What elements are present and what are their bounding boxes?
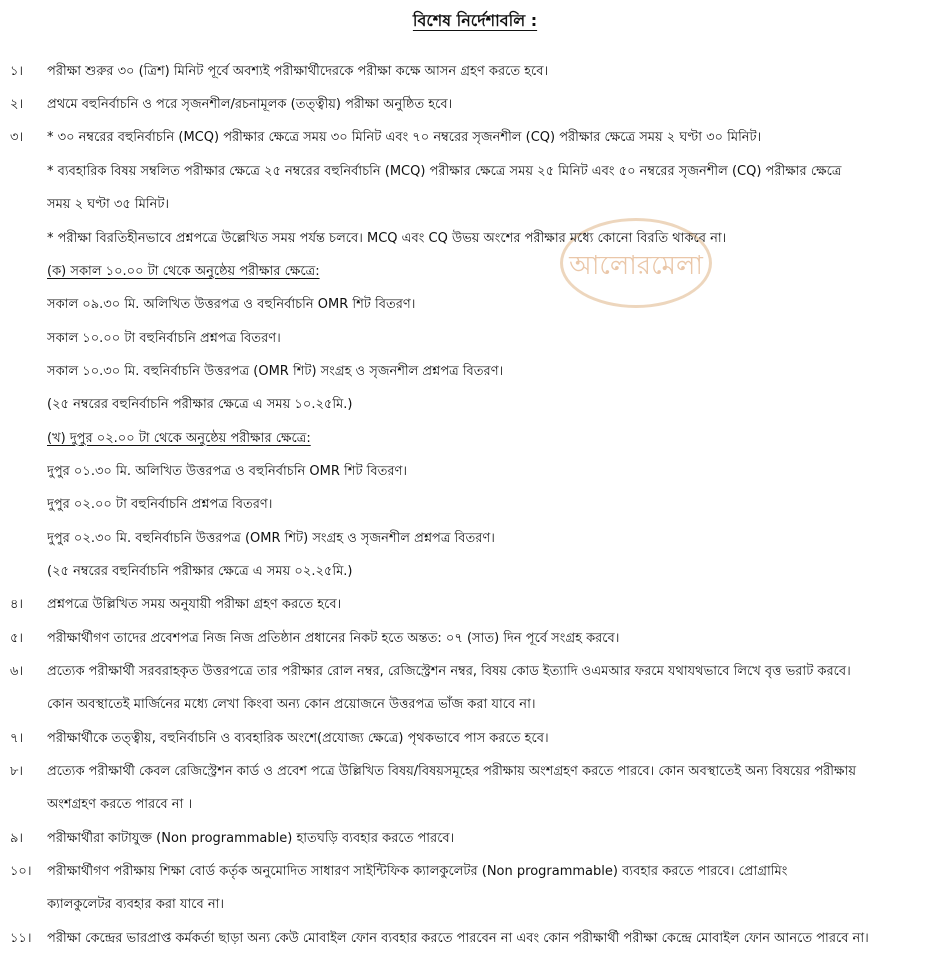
instruction-line (0, 624, 950, 654)
instruction-line (0, 490, 950, 520)
instruction-line (0, 857, 950, 887)
instruction-line (0, 123, 950, 153)
item-number: ৮। (10, 764, 24, 779)
watermark-text: আলোরমেলা (569, 251, 703, 281)
instruction-line (0, 524, 950, 554)
item-text: দুপুর ০১.৩০ মি. অলিখিত উত্তরপত্র ও বহুনির্বাচনি OMR শিট বিতরণ। (47, 464, 408, 479)
item-text: দুপুর ০২.০০ টা বহুনির্বাচনি প্রশ্নপত্র বিতরণ। (47, 497, 273, 512)
instruction-line (0, 457, 950, 487)
item-number: ৬। (10, 664, 24, 679)
item-text: পরীক্ষার্থীকে তত্ত্বীয়, বহুনির্বাচনি ও ব্যবহারিক অংশে(প্রযোজ্য ক্ষেত্রে) পৃথকভাবে পাস করতে হবে। (47, 731, 549, 746)
item-text: * ৩০ নম্বরের বহুনির্বাচনি (MCQ) পরীক্ষার ক্ষেত্রে সময় ৩০ মিনিট এবং ৭০ নম্বরের সৃজনশীল (CQ) পরীক্ষার ক্ষেত্রে সময় ২ ঘণ্টা ৩০ মিনিট। (47, 130, 762, 145)
instruction-line (0, 657, 950, 687)
instruction-line (0, 324, 950, 354)
instruction-line (0, 924, 950, 954)
item-text: পরীক্ষার্থীরা কাটাযুক্ত (Non programmable) হাতঘড়ি ব্যবহার করতে পারবে। (47, 831, 455, 846)
item-text: * পরীক্ষা বিরতিহীনভাবে প্রশ্নপত্রে উল্লেখিত সময় পর্যন্ত চলবে। MCQ এবং CQ উভয় অংশের পরীক্ষার মধ্যে কোনো বিরতি থাকবে না। (47, 231, 727, 246)
instruction-line (0, 390, 950, 420)
item-number: ৯। (10, 831, 24, 846)
item-number: ৭। (10, 731, 24, 746)
instruction-line (0, 357, 950, 387)
page-title: বিশেষ নির্দেশাবলি : (412, 11, 538, 30)
item-text: পরীক্ষা কেন্দ্রের ভারপ্রাপ্ত কর্মকর্তা ছাড়া অন্য কেউ মোবাইল ফোন ব্যবহার করতে পারবেন না এবং কোন পরীক্ষার্থী পরীক্ষা কেন্দ্রে মোবাইল ফোন আনতে পারবে না। (47, 931, 869, 946)
instruction-line (0, 824, 950, 854)
item-text: অংশগ্রহণ করতে পারবে না । (47, 797, 193, 812)
item-text: পরীক্ষার্থীগণ পরীক্ষায় শিক্ষা বোর্ড কর্তৃক অনুমোদিত সাধারণ সাইন্টিফিক ক্যালকুলেটর (Non programmable) ব্যবহার করতে পারবে। প্রোগ্রামিং (47, 864, 788, 879)
item-number: ১১। (10, 931, 32, 946)
instruction-line (0, 557, 950, 587)
instruction-line (0, 890, 950, 920)
instruction-line (0, 424, 950, 454)
item-text: প্রথমে বহুনির্বাচনি ও পরে সৃজনশীল/রচনামূলক (তত্ত্বীয়) পরীক্ষা অনুষ্ঠিত হবে। (47, 97, 453, 112)
item-text: ক্যালকুলেটর ব্যবহার করা যাবে না। (47, 897, 224, 912)
instruction-line (0, 590, 950, 620)
item-text: পরীক্ষা শুরুর ৩০ (ত্রিশ) মিনিট পূর্বে অবশ্যই পরীক্ষার্থীদেরকে পরীক্ষা কক্ষে আসন গ্রহণ করতে হবে। (47, 64, 549, 79)
section-heading-morning: (ক) সকাল ১০.০০ টা থেকে অনুষ্ঠেয় পরীক্ষার ক্ষেত্রে: (47, 264, 320, 279)
section-heading-afternoon: (খ) দুপুর ০২.০০ টা থেকে অনুষ্ঠেয় পরীক্ষার ক্ষেত্রে: (47, 431, 311, 446)
item-text: প্রত্যেক পরীক্ষার্থী সরবরাহকৃত উত্তরপত্রে তার পরীক্ষার রোল নম্বর, রেজিস্ট্রেশন নম্বর, বিষয় কোড ইত্যাদি ওএমআর ফরমে যথাযথভাবে লিখে বৃত্ত ভরাট করবে। (47, 664, 851, 679)
instruction-line (0, 157, 950, 187)
item-text: সময় ২ ঘণ্টা ৩৫ মিনিট। (47, 197, 170, 212)
item-text: সকাল ০৯.৩০ মি. অলিখিত উত্তরপত্র ও বহুনির্বাচনি OMR শিট বিতরণ। (47, 297, 416, 312)
instruction-line (0, 690, 950, 720)
instruction-line (0, 190, 950, 220)
item-number: ১০। (10, 864, 32, 879)
item-number: ২। (10, 97, 24, 112)
instruction-line (0, 90, 950, 120)
item-text: সকাল ১০.৩০ মি. বহুনির্বাচনি উত্তরপত্র (OMR শিট) সংগ্রহ ও সৃজনশীল প্রশ্নপত্র বিতরণ। (47, 364, 504, 379)
item-text: (২৫ নম্বরের বহুনির্বাচনি পরীক্ষার ক্ষেত্রে এ সময় ১০.২৫মি.) (47, 397, 353, 412)
item-text: দুপুর ০২.৩০ মি. বহুনির্বাচনি উত্তরপত্র (OMR শিট) সংগ্রহ ও সৃজনশীল প্রশ্নপত্র বিতরণ। (47, 531, 495, 546)
instruction-line (0, 757, 950, 787)
item-number: ১। (10, 64, 24, 79)
item-text: * ব্যবহারিক বিষয় সম্বলিত পরীক্ষার ক্ষেত্রে ২৫ নম্বরের বহুনির্বাচনি (MCQ) পরীক্ষার ক্ষেত্রে সময় ২৫ মিনিট এবং ৫০ নম্বরের সৃজনশীল (CQ) পরীক্ষার ক্ষেত্রে (47, 164, 842, 179)
item-number: ৪। (10, 597, 24, 612)
instruction-line (0, 790, 950, 820)
item-number: ৫। (10, 631, 24, 646)
instruction-line (0, 57, 950, 87)
item-text: সকাল ১০.০০ টা বহুনির্বাচনি প্রশ্নপত্র বিতরণ। (47, 331, 281, 346)
instruction-line (0, 224, 950, 254)
instruction-line (0, 257, 950, 287)
item-number: ৩। (10, 130, 24, 145)
item-text: প্রত্যেক পরীক্ষার্থী কেবল রেজিস্ট্রেশন কার্ড ও প্রবেশ পত্রে উল্লিখিত বিষয়/বিষয়সমূহের পরীক্ষায় অংশগ্রহণ করতে পারবে। কোন অবস্থাতেই অন্য বিষয়ের পরীক্ষায় (47, 764, 856, 779)
instruction-line (0, 724, 950, 754)
instruction-line (0, 290, 950, 320)
item-text: প্রশ্নপত্রে উল্লিখিত সময় অনুযায়ী পরীক্ষা গ্রহণ করতে হবে। (47, 597, 342, 612)
item-text: কোন অবস্থাতেই মার্জিনের মধ্যে লেখা কিংবা অন্য কোন প্রয়োজনে উত্তরপত্র ভাঁজ করা যাবে না। (47, 697, 536, 712)
item-text: (২৫ নম্বরের বহুনির্বাচনি পরীক্ষার ক্ষেত্রে এ সময় ০২.২৫মি.) (47, 564, 353, 579)
item-text: পরীক্ষার্থীগণ তাদের প্রবেশপত্র নিজ নিজ প্রতিষ্ঠান প্রধানের নিকট হতে অন্তত: ০৭ (সাত) দিন পূর্বে সংগ্রহ করবে। (47, 631, 620, 646)
